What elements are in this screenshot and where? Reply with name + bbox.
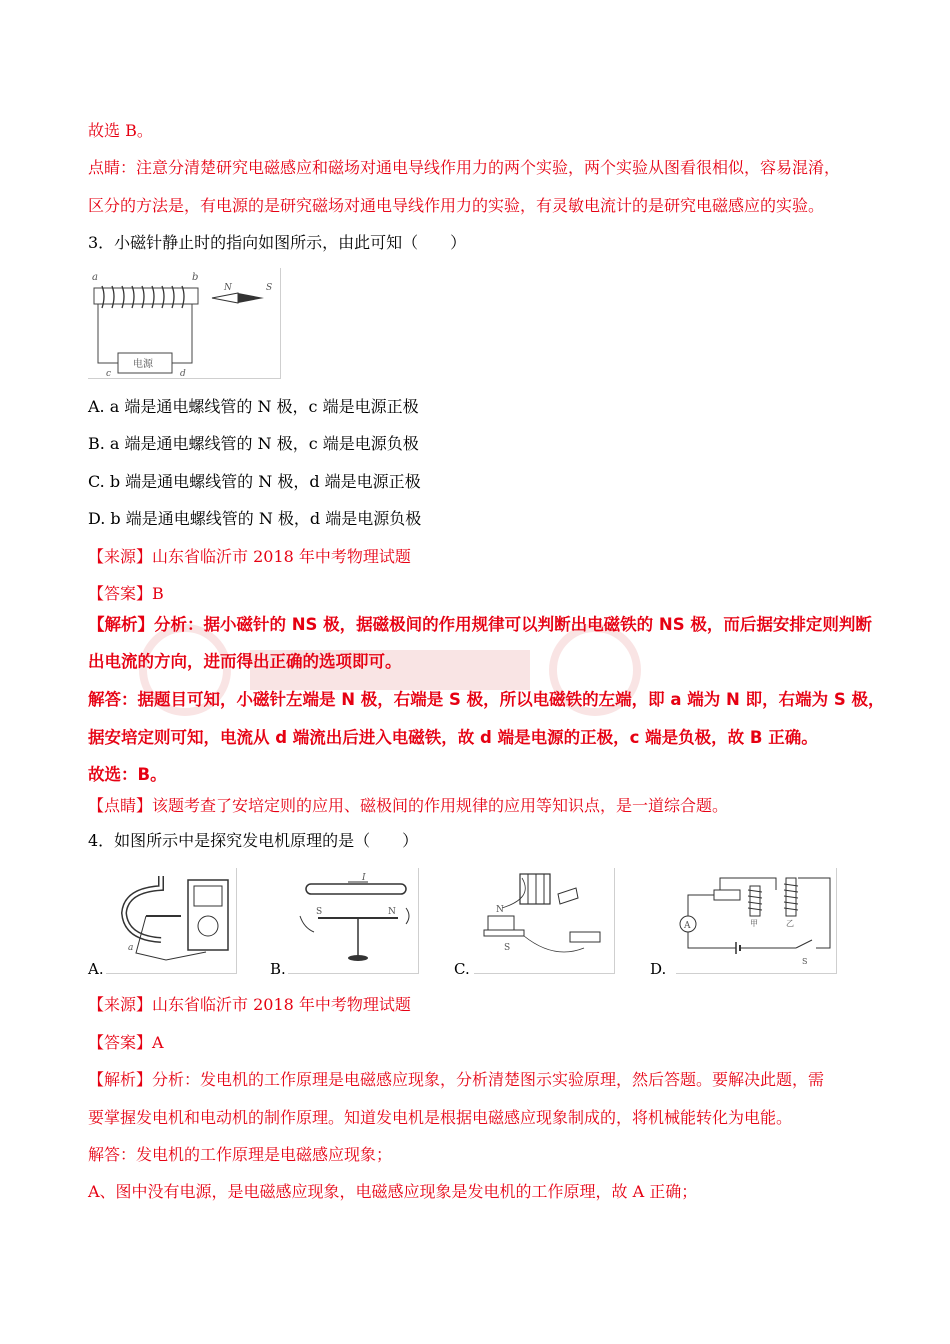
q3-analysis-line1: 【解析】分析：据小磁针的 NS 极，据磁极间的作用规律可以判断出电磁铁的 NS 极，而后据安排定则判断 [88,615,872,634]
q4-analysis-line1: 【解析】分析：发电机的工作原理是电磁感应现象，分析清楚图示实验原理，然后答题。要解决此题，需 [88,1070,825,1089]
q4-stem: 4．如图所示中是探究发电机原理的是（ ） [88,831,419,850]
q3-fig-label-c: c [106,369,112,378]
q3-figure-solenoid [88,268,281,379]
q4-fig-c-s: S [504,943,511,953]
q4-fig-d-yi: 乙 [786,919,794,928]
q3-analysis-line2: 出电流的方向，进而得出正确的选项即可。 [88,652,402,671]
q3-conclusion: 故选：B。 [88,765,167,784]
q3-fig-label-d: d [180,369,186,378]
q4-answer: 【答案】A [88,1033,164,1052]
q3-fig-label-a: a [92,272,98,283]
q3-fig-label-n: N [224,283,232,293]
prev-tip-line2: 区分的方法是，有电源的是研究磁场对通电导线作用力的实验，有灵敏电流计的是研究电磁感应的实验。 [88,196,825,215]
q4-fig-d-a: A [684,921,691,931]
q3-solution-line2: 据安培定则可知，电流从 d 端流出后进入电磁铁，故 d 端是电源的正极，c 端是负极，故 B 正确。 [88,728,818,747]
q4-option-b-label: B. [270,960,286,978]
q4-figure-c [474,868,615,974]
q4-figure-d [676,868,837,974]
q4-fig-b-text: I [362,873,366,883]
q3-fig-power-label: 电源 [133,359,153,370]
q4-fig-d-s: S [802,957,808,966]
q3-option-c: C. b 端是通电螺线管的 N 极，d 端是电源正极 [88,472,421,491]
q4-fig-d-jia: 甲 [750,919,758,928]
q3-fig-label-b: b [192,272,199,283]
q3-option-d: D. b 端是通电螺线管的 N 极，d 端是电源负极 [88,509,422,528]
prev-tip-line1: 点睛：注意分清楚研究电磁感应和磁场对通电导线作用力的两个实验，两个实验从图看很相似，容易混淆， [88,158,841,177]
q3-option-a: A. a 端是通电螺线管的 N 极，c 端是电源正极 [88,397,419,416]
q4-option-c-label: C. [454,960,470,978]
q3-option-b: B. a 端是通电螺线管的 N 极，c 端是电源负极 [88,434,419,453]
q3-solution-line1: 解答：据题目可知，小磁针左端是 N 极，右端是 S 极，所以电磁铁的左端，即 a 端为 N 即，右端为 S 极， [88,690,885,709]
q3-stem: 3．小磁针静止时的指向如图所示，由此可知（ ） [88,233,467,252]
q3-answer: 【答案】B [88,584,164,603]
q4-figure-b [288,868,419,974]
q3-source: 【来源】山东省临沂市 2018 年中考物理试题 [88,547,411,566]
q4-analysis-line2: 要掌握发电机和电动机的制作原理。知道发电机是根据电磁感应现象制成的，将机械能转化为电能。 [88,1108,793,1127]
q3-tip: 【点睛】该题考查了安培定则的应用、磁极间的作用规律的应用等知识点，是一道综合题。 [88,796,729,815]
prev-conclusion: 故选 B。 [88,121,153,140]
q4-source: 【来源】山东省临沂市 2018 年中考物理试题 [88,995,411,1014]
q4-figure-a [106,868,237,974]
q4-fig-c-n: N [496,905,504,915]
q4-fig-a-text: a [128,943,134,953]
q4-solution-line2: A、图中没有电源，是电磁感应现象，电磁感应现象是发电机的工作原理，故 A 正确； [88,1182,698,1201]
q4-fig-b-s: S [316,907,323,917]
q4-option-a-label: A. [88,960,104,978]
q4-solution-line1: 解答：发电机的工作原理是电磁感应现象； [88,1145,393,1164]
q4-fig-b-n: N [388,907,396,917]
q3-fig-label-s: S [266,283,273,293]
q4-option-d-label: D. [650,960,667,978]
